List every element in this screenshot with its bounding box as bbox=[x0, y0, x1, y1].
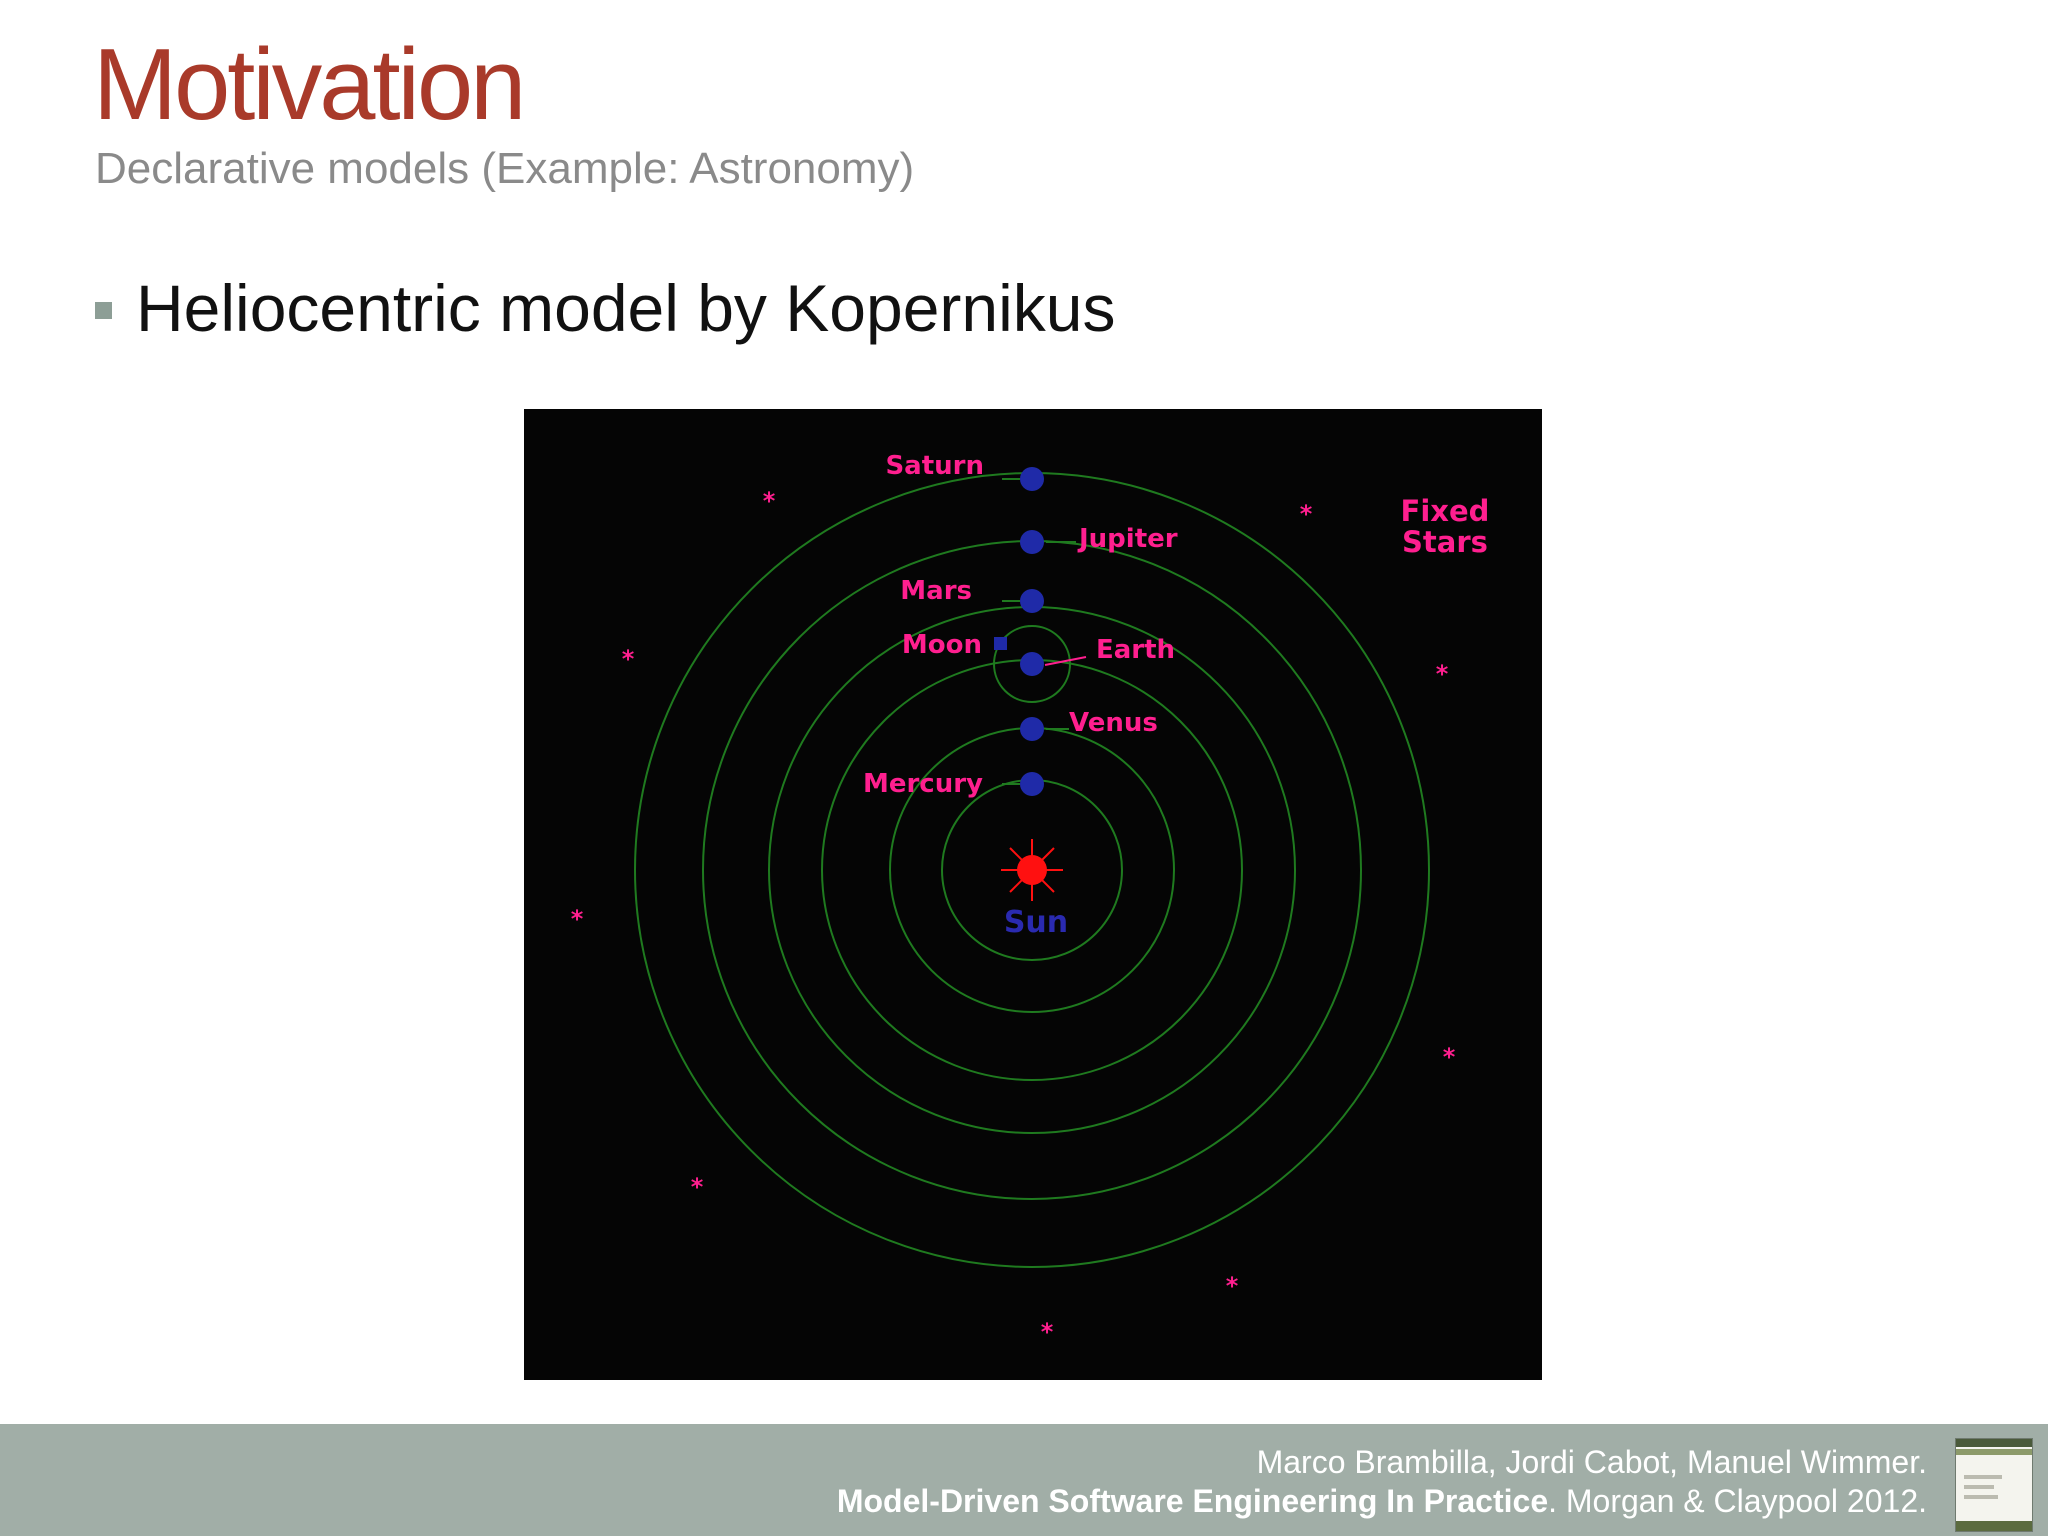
star-icon: * bbox=[1442, 1043, 1456, 1071]
footer bbox=[0, 1424, 2048, 1536]
bullet-text: Heliocentric model by Kopernikus bbox=[136, 271, 1116, 345]
label-jupiter: Jupiter bbox=[1079, 524, 1178, 554]
moon bbox=[994, 637, 1007, 650]
star-icon: * bbox=[762, 487, 776, 515]
bullet-item bbox=[95, 272, 1115, 345]
footer-authors: Marco Brambilla, Jordi Cabot, Manuel Wimmer. bbox=[1256, 1444, 1927, 1480]
footer-publisher: . Morgan & Claypool 2012. bbox=[1548, 1483, 1927, 1519]
sun-label: Sun bbox=[1003, 905, 1069, 940]
star-icon: * bbox=[1040, 1318, 1054, 1346]
star-icon: * bbox=[690, 1173, 704, 1201]
bullet-square-icon bbox=[95, 302, 112, 319]
sun-icon bbox=[1001, 839, 1063, 901]
slide-subtitle: Declarative models (Example: Astronomy) bbox=[95, 144, 915, 193]
heliocentric-diagram-svg bbox=[524, 409, 1542, 1380]
label-saturn: Saturn bbox=[885, 451, 984, 481]
fixed-stars-label-line1: Fixed bbox=[1400, 494, 1490, 528]
book-cover-thumbnail bbox=[1955, 1438, 2033, 1532]
star-icon: * bbox=[570, 905, 584, 933]
label-mars: Mars bbox=[900, 576, 972, 606]
star-icon: * bbox=[621, 645, 635, 673]
planet-mercury bbox=[1020, 772, 1044, 796]
label-venus: Venus bbox=[1069, 708, 1158, 738]
planet-mars bbox=[1020, 589, 1044, 613]
label-earth: Earth bbox=[1096, 635, 1176, 665]
label-mercury: Mercury bbox=[862, 769, 983, 799]
planet-jupiter bbox=[1020, 530, 1044, 554]
slide-title: Motivation bbox=[93, 29, 524, 141]
fixed-stars-label-line2: Stars bbox=[1402, 525, 1488, 559]
planet-saturn bbox=[1020, 467, 1044, 491]
planet-earth bbox=[1020, 652, 1044, 676]
label-moon: Moon bbox=[901, 630, 982, 660]
planet-venus bbox=[1020, 717, 1044, 741]
star-icon: * bbox=[1225, 1272, 1239, 1300]
footer-book-citation bbox=[837, 1483, 1927, 1520]
star-icon: * bbox=[1299, 500, 1313, 528]
star-icon: * bbox=[1435, 660, 1449, 688]
footer-book-title: Model-Driven Software Engineering In Practice bbox=[836, 1483, 1549, 1519]
heliocentric-diagram bbox=[524, 409, 1542, 1380]
